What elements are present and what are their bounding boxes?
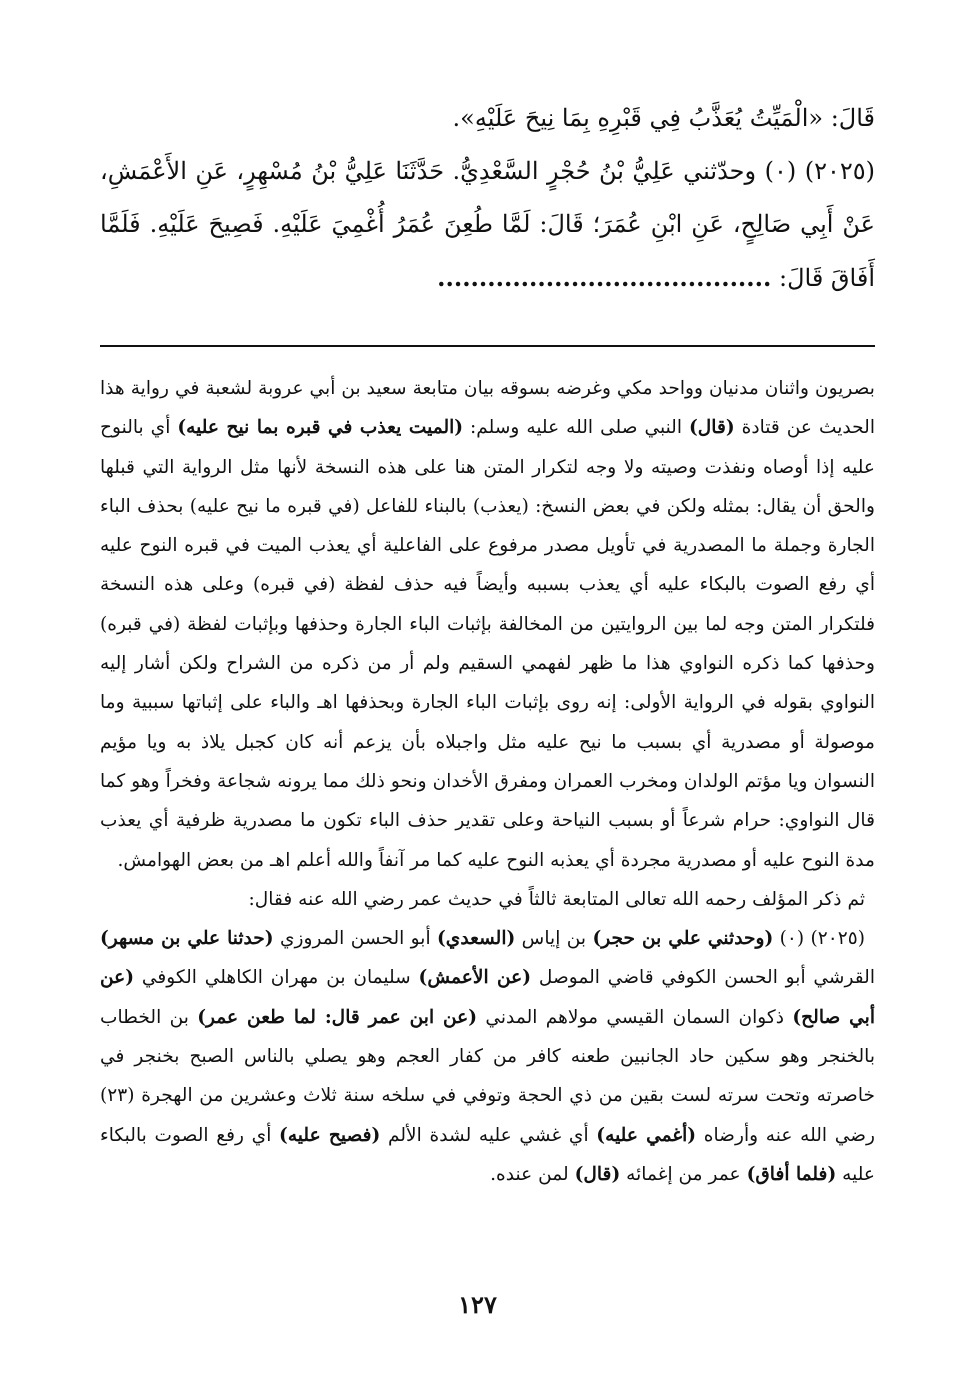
page-number: ١٢٧ [458, 1290, 497, 1319]
commentary-bold: (فصيح عليه) [279, 1124, 381, 1146]
commentary-bold: (أغمي عليه) [596, 1124, 697, 1146]
commentary-bold: (عن الأعمش) [418, 967, 532, 989]
commentary-text: النبي صلى الله عليه وسلم: [463, 417, 689, 439]
commentary-text: أبو الحسن المروزي [273, 928, 437, 950]
commentary-block [100, 369, 875, 1194]
commentary-bold: (السعدي) [436, 928, 516, 950]
commentary-bold: (عن أبي صالح) [100, 967, 876, 1028]
commentary-paragraph-3 [100, 919, 875, 1194]
commentary-text: بن إياس [515, 928, 593, 950]
commentary-text: القرشي أبو الحسن الكوفي قاضي الموصل [531, 967, 875, 989]
commentary-bold: (وحدثني علي بن حجر) [592, 928, 774, 950]
hadith-block [100, 92, 875, 305]
hadith-number: (٢٠٢٥) (٠) [764, 157, 875, 185]
commentary-paragraph-1 [100, 369, 875, 880]
commentary-bold: (عن ابن عمر قال: لما طعن عمر) [197, 1006, 478, 1028]
commentary-text: عمر من إغمائه [620, 1163, 747, 1185]
page-body [100, 92, 875, 1194]
hadith-line-1: قَالَ: «الْمَيِّتُ يُعَذَّبُ فِي قَبْرِهِ بِمَا نِيحَ عَلَيْهِ». [452, 104, 875, 132]
commentary-text: لمن عنده. [490, 1163, 575, 1185]
commentary-bold: (حدثنا علي بن مسهر) [100, 928, 274, 950]
commentary-text: أي بالنوح عليه إذا أوصاه ونفذت وصيته ولا وجه لتكرار المتن هنا على هذه النسخة لأنها مثل الرواية التي قبلها والحق أن يقال: بمثله ولكن في بعض النسخ: (يعذب) بالبناء للفاعل (في قبره ما نيح عليه) بحذف الباء الجارة وجملة ما المصدرية في تأويل مصدر مرفوع على الفاعلية أي يعذب الميت في قبره النوح عليه أي رفع الصوت بالبكاء عليه أي يعذب بسببه وأيضاً فيه حذف لفظة (في قبره) وعلى هذه النسخة فلتكرار المتن وجه لما بين الروايتين من المخالفة بإثبات الباء الجارة وحذفها وبإثبات لفظة (في قبره) وحذفها كما ذكره النواوي هذا ما ظهر لفهمي السقيم ولم أر من ذكره من الشراح ولكن أشار إليه النواوي بقوله في الرواية الأولى: إنه روى بإثبات الباء الجارة وبحذفها اهـ والباء على إثباتها سببية وما موصولة أو مصدرية أي بسبب ما نيح عليه مثل واجبلاه بأن يزعم أنه كان كجبل يلاذ به ويا مؤيم النسوان ويا مؤتم الولدان ومخرب العمران ومفرق الأخدان ونحو ذلك مما يرونه شجاعة وفخراً وهو كما قال النواوي: حرام شرعاً أو بسبب النياحة وعلى تقدير حذف الباء تكون ما مصدرية ظرفية أي يعذب مدة النوح عليه أو مصدرية مجردة أي يعذبه النوح عليه كما مر آنفاً والله أعلم اهـ من بعض الهوامش. [100, 417, 875, 871]
hadith-dots: ........................................ [437, 263, 772, 292]
commentary-text: (٢٠٢٥) (٠) [773, 928, 865, 950]
hadith-paragraph [100, 145, 875, 305]
hadith-text: وحدّثني عَلِيُّ بْنُ حُجْرٍ السَّعْدِيُّ. حَدَّثَنَا عَلِيُّ بْنُ مُسْهِرٍ، عَنِ الأَعْمَشِ، عَنْ أَبِي صَالِحٍ، عَنِ ابْنِ عُمَرَ؛ قَالَ: لَمَّا طُعِنَ عُمَرُ أُغْمِيَ عَلَيْهِ. فَصِيحَ عَلَيْهِ. فَلَمَّا أَفَاقَ قَالَ: [100, 157, 875, 292]
commentary-paragraph-2: ثم ذكر المؤلف رحمه الله تعالى المتابعة ثالثاً في حديث عمر رضي الله عنه فقال: [248, 888, 865, 910]
commentary-bold: (قال) [688, 417, 735, 439]
commentary-bold: (فلما أفاق) [746, 1163, 837, 1185]
commentary-text: سليمان بن مهران الكاهلي الكوفي [134, 967, 419, 989]
commentary-bold: (الميت يعذب في قبره بما نيح عليه) [177, 417, 464, 439]
commentary-bold: (قال) [574, 1163, 621, 1185]
commentary-text: أي غشي عليه لشدة الألم [380, 1124, 597, 1146]
commentary-text: بن الخطاب بالخنجر وهو سكين حاد الجانبين طعنه كافر من كفار العجم وهو يصلي بالناس الصبح بخنجر في خاصرته وتحت سرته لست بقين من ذي الحجة وتوفي في سلخه سنة ثلاث وعشرين من الهجرة (٢٣) رضي الله عنه وأرضاه [100, 1006, 875, 1146]
commentary-text: بصريون واثنان مدنيان وواحد مكي وغرضه بسوقه بيان متابعة سعيد بن أبي عروبة لشعبة في رواية هذا الحديث عن قتادة [100, 378, 876, 439]
commentary-text: أي رفع الصوت بالبكاء عليه [100, 1124, 875, 1185]
footnote-divider [100, 345, 875, 347]
commentary-text: ذكوان السمان القيسي مولاهم المدني [477, 1006, 793, 1028]
